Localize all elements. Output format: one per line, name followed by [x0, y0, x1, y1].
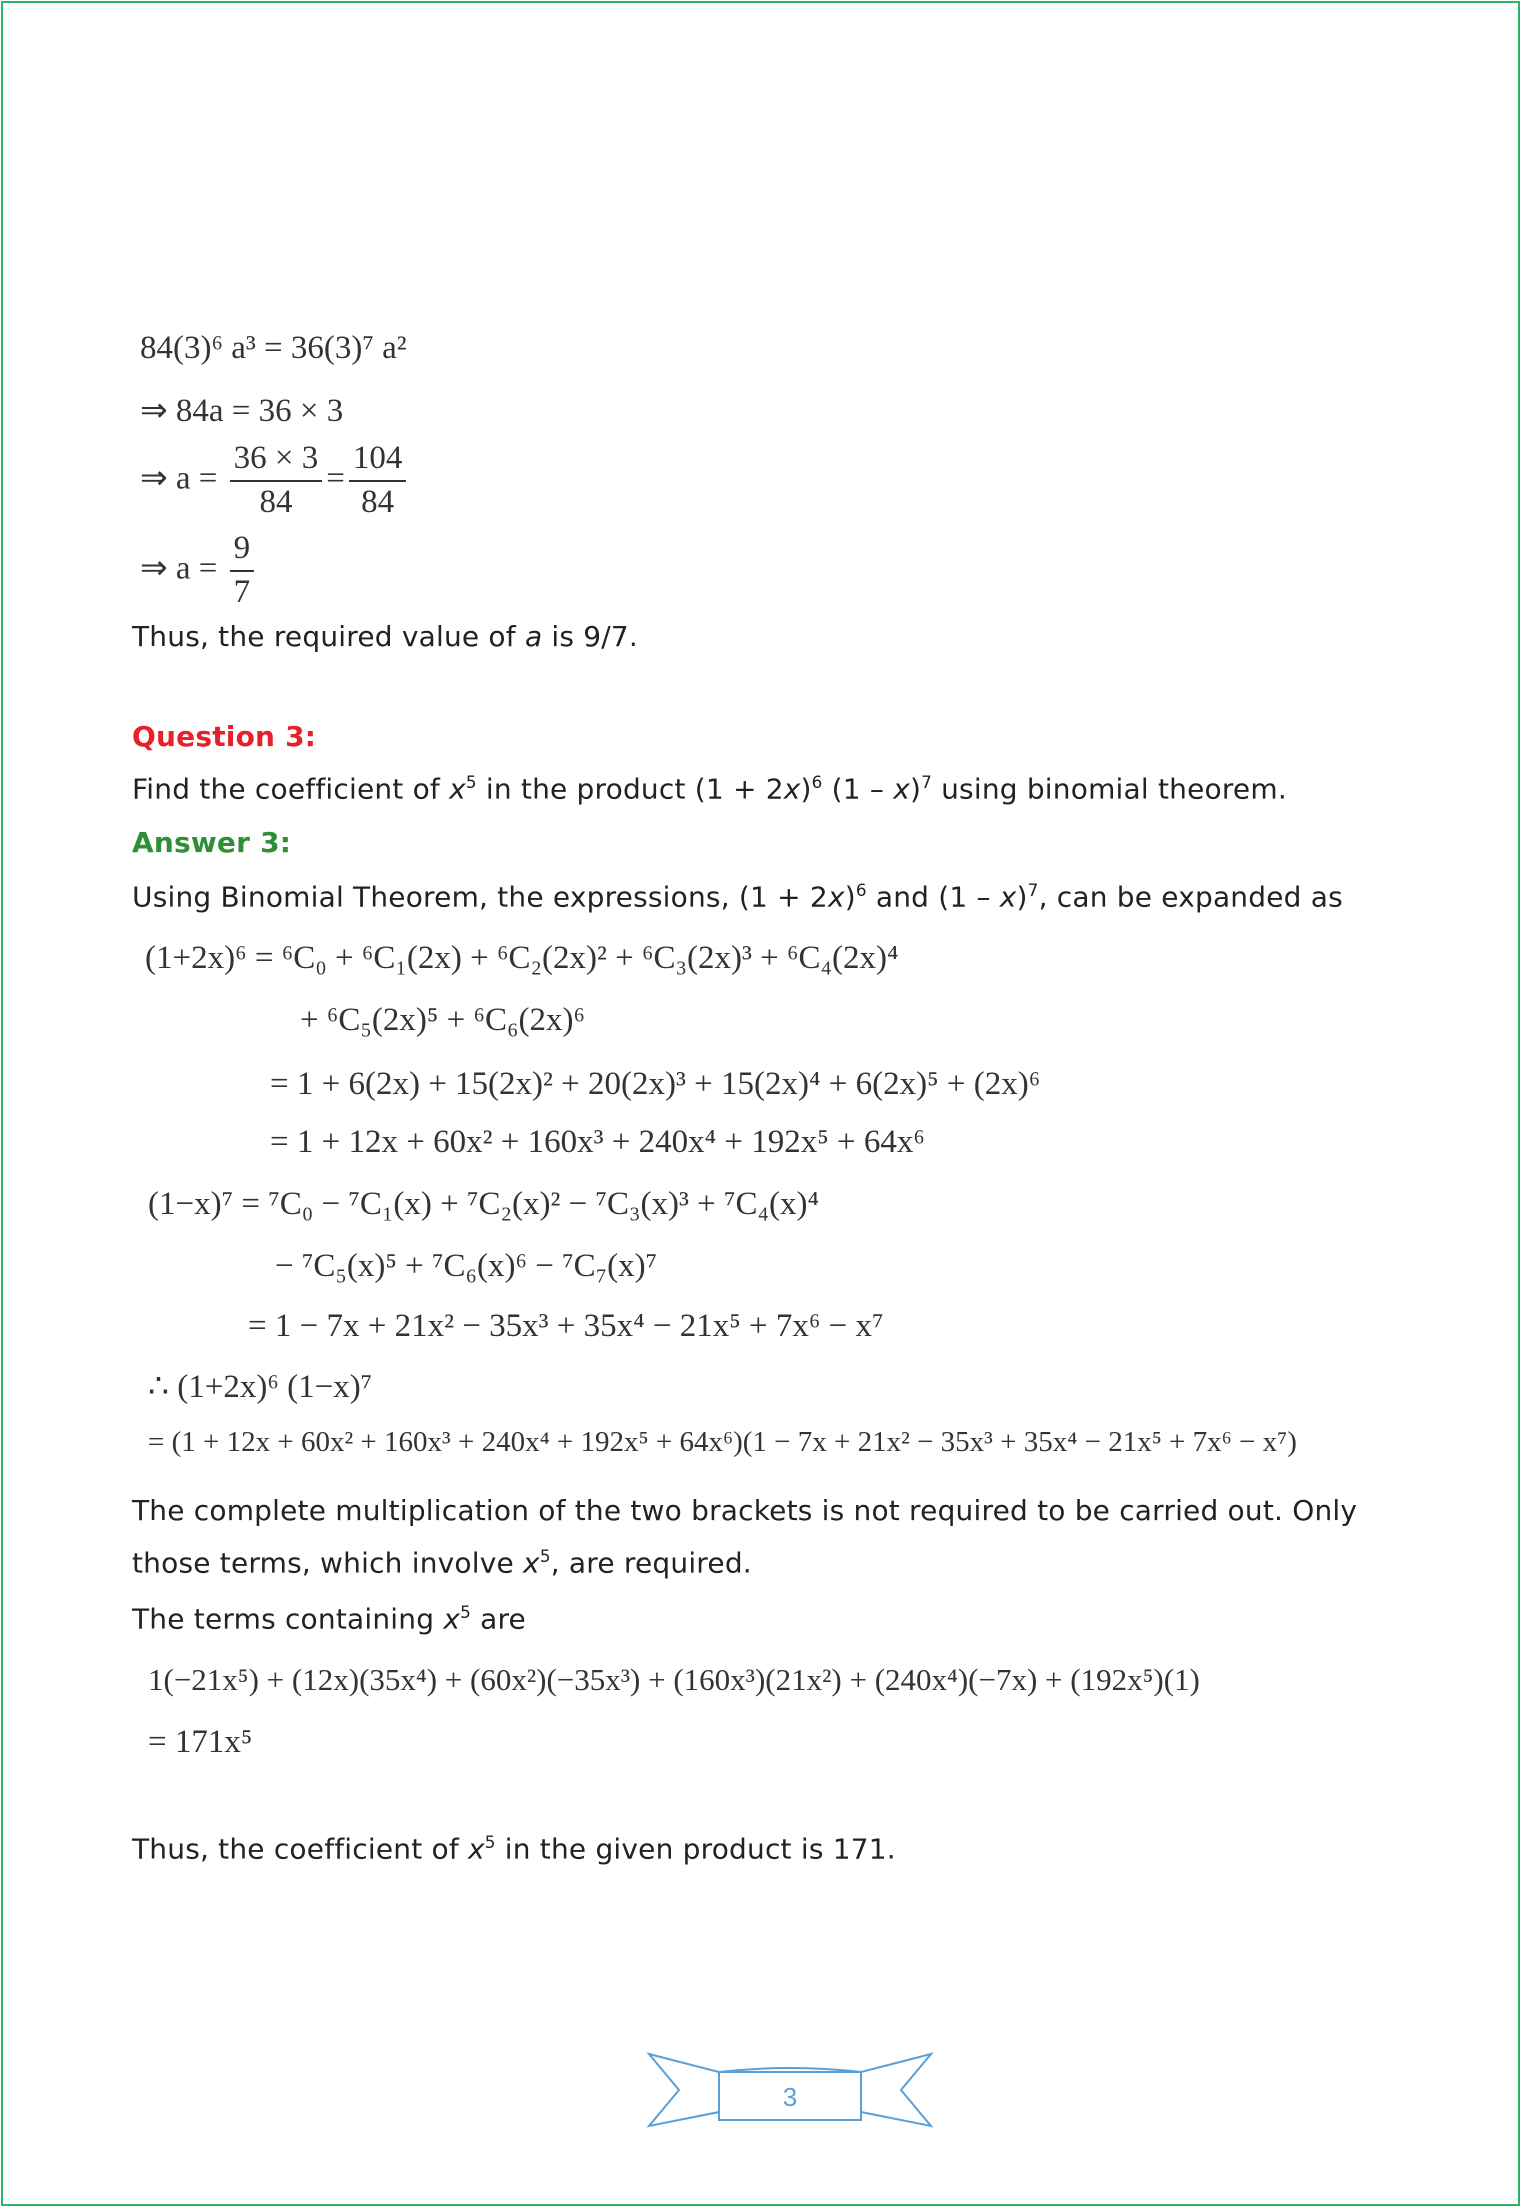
numerator: 36 × 3	[230, 440, 323, 482]
denominator: 84	[361, 483, 395, 520]
numerator: 9	[230, 530, 255, 572]
equation-line: = 171x⁵	[148, 1724, 253, 1760]
paragraph-text: The terms containing $x^5$ are	[132, 1602, 526, 1636]
equation-line: = 1 + 6(2x) + 15(2x)² + 20(2x)³ + 15(2x)⁴ + 6(2x)⁵ + (2x)⁶	[270, 1066, 1041, 1102]
conclusion-text: Thus, the required value of a is 9/7.	[132, 620, 639, 653]
final-answer-text: Thus, the coefficient of $x^5$ in the given product is 171.	[132, 1832, 896, 1866]
equation-line: = 1 + 12x + 60x² + 160x³ + 240x⁴ + 192x⁵ + 64x⁶	[270, 1124, 925, 1160]
numerator: 104	[349, 440, 407, 482]
question-heading: Question 3:	[132, 720, 317, 753]
equation-prefix: ⇒ a =	[140, 460, 218, 497]
fraction	[230, 530, 255, 612]
equation-line: = 1 − 7x + 21x² − 35x³ + 35x⁴ − 21x⁵ + 7x⁶ − x⁷	[248, 1308, 884, 1344]
page-number: 3	[782, 2082, 798, 2112]
fraction	[230, 440, 323, 522]
answer-heading: Answer 3:	[132, 826, 292, 859]
equation-line: 84(3)⁶ a³ = 36(3)⁷ a²	[140, 330, 407, 366]
equation-line: ∴ (1+2x)⁶ (1−x)⁷	[148, 1369, 373, 1405]
paragraph-text: those terms, which involve $x^5$, are required.	[132, 1546, 752, 1580]
denominator: 7	[233, 573, 251, 610]
equation-line: 1(−21x⁵) + (12x)(35x⁴) + (60x²)(−35x³) + (160x³)(21x²) + (240x⁴)(−7x) + (192x⁵)(1)	[148, 1662, 1200, 1697]
equation-line: + ⁶C₅(2x)⁵ + ⁶C₆(2x)⁶	[300, 1002, 585, 1038]
equation-line: (1+2x)⁶ = ⁶C₀ + ⁶C₁(2x) + ⁶C₂(2x)² + ⁶C₃(2x)³ + ⁶C₄(2x)⁴	[145, 940, 899, 976]
question-text: Find the coefficient of $x^5$ in the product $(1 + 2x)^6$ (1 – x)$^7$ using binomial theorem.	[132, 772, 1287, 806]
equation-line: − ⁷C₅(x)⁵ + ⁷C₆(x)⁶ − ⁷C₇(x)⁷	[275, 1248, 658, 1284]
equation-fraction-line	[140, 530, 258, 612]
equation-line: ⇒ 84a = 36 × 3	[140, 393, 344, 429]
equation-line: (1−x)⁷ = ⁷C₀ − ⁷C₁(x) + ⁷C₂(x)² − ⁷C₃(x)³ + ⁷C₄(x)⁴	[148, 1186, 819, 1222]
equation-fraction-line: ⇒ a = $\frac{36 \times 3}{84}$ = $\frac{104}{84}$	[140, 440, 410, 522]
fraction	[349, 440, 407, 522]
denominator: 84	[259, 483, 293, 520]
paragraph-text: The complete multiplication of the two brackets is not required to be carried out. Only	[132, 1494, 1358, 1527]
equation-line: = (1 + 12x + 60x² + 160x³ + 240x⁴ + 192x⁵ + 64x⁶)(1 − 7x + 21x² − 35x³ + 35x⁴ − 21x⁵ + 7x⁶ − x⁷)	[148, 1426, 1297, 1458]
equation-prefix: ⇒ a =	[140, 550, 218, 587]
answer-intro: Using Binomial Theorem, the expressions, $(1 + 2x)^6$ and (1 – x)$^7$, can be expanded as	[132, 880, 1343, 914]
